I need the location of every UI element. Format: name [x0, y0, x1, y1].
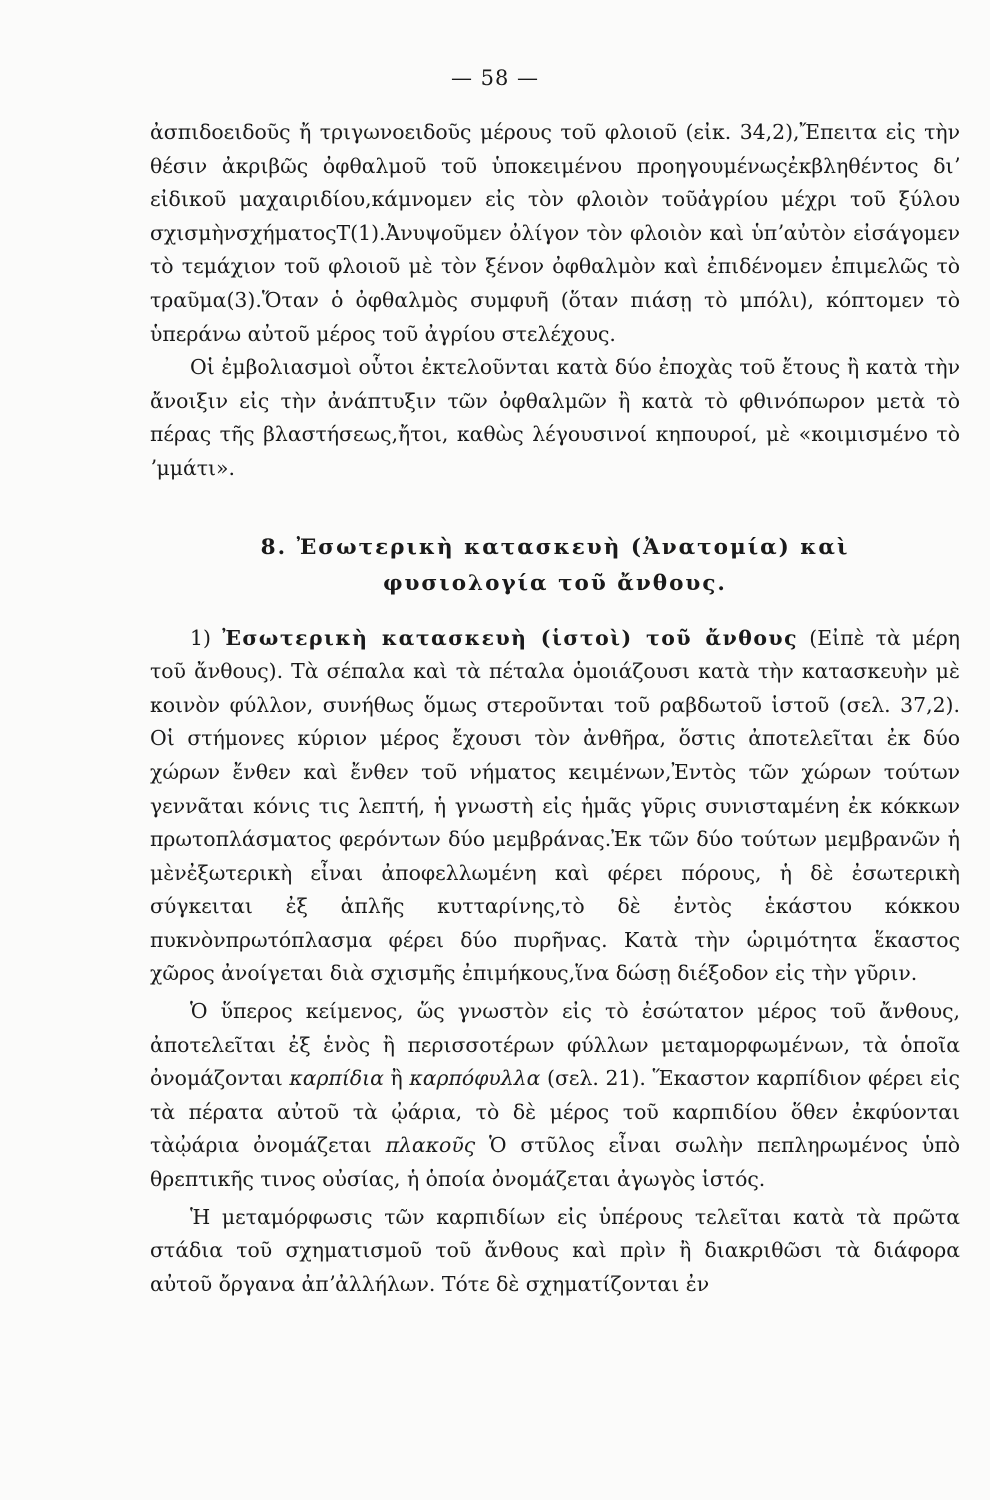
paragraph-grafting-seasons: Οἱ ἐμβολιασμοὶ οὗτοι ἐκτελοῦνται κατὰ δύο ἐποχὰς τοῦ ἔτους ἢ κατὰ τὴν ἄνοιξιν εἰς τὴν ἀνάπτυξιν τῶν ὀφθαλμῶν ἢ κατὰ τὸ φθινόπωρον μετὰ τὸ πέρας τῆς βλαστήσεως,ἤτοι, καθὼς λέγουσινοί κηπουροί, μὲ «κοιμισμένο τὸ ʼμμάτι».: [150, 355, 960, 480]
subsection-number: 1): [190, 625, 211, 650]
section-heading: [150, 530, 960, 602]
subsection-title: Ἐσωτερικὴ κατασκευὴ (ἱστοὶ) τοῦ ἄνθους: [222, 625, 798, 650]
paragraph-pistil-text-d: Ὁ στῦλος εἶναι σωλὴν πεπληρωμένος ὑπὸ θρεπτικῆς τινος οὐσίας, ἡ ὁποία ὀνομάζεται ἀγωγὸς ἱστός.: [150, 1133, 961, 1192]
paragraph-pistil: [150, 995, 960, 1197]
paragraph-grafting-procedure: ἀσπιδοειδοῦς ἤ τριγωνοειδοῦς μέρους τοῦ φλοιοῦ (εἰκ. 34,2),Ἔπειτα εἰς τὴν θέσιν ἀκριβῶς ὀφθαλμοῦ τοῦ ὑποκειμένου προηγουμένωςἐκβληθέντος διʼ εἰδικοῦ μαχαιριδίου,κάμνομεν εἰς τὸν φλοιὸν τοῦἀγρίου μέχρι τοῦ ξύλου σχισμὴνσχήματοςΤ(1).Ἀνυψοῦμεν ὀλίγον τὸν φλοιὸν καὶ ὑπʼαὐτὸν εἰσάγομεν τὸ τεμάχιον τοῦ φλοιοῦ μὲ τὸν ξένον ὀφθαλμὸν καὶ ἐπιδένομεν ἐπιμελῶς τὸ τραῦμα(3).Ὅταν ὁ ὀφθαλμὸς συμφυῆ (ὅταν πιάσῃ τὸ μπόλι), κόπτομεν τὸ ὑπεράνω αὐτοῦ μέρος τοῦ ἀγρίου στελέχους.: [150, 120, 960, 346]
paragraph-internal-structure: [150, 622, 960, 992]
paragraph-pistil-text-c: (σελ. 21). Ἕκαστον καρπίδιον φέρει εἰς τὰ πέρατα αὐτοῦ τὰ ᾠάρια, τὸ δὲ μέρος τοῦ καρπιδίου ὅθεν ἐκφύονται τὰᾠάρια ὀνομάζεται: [150, 1066, 960, 1158]
page-body: [150, 116, 960, 1301]
section-number: 8.: [260, 534, 288, 560]
paragraph-metamorphosis: Ἡ μεταμόρφωσις τῶν καρπιδίων εἰς ὑπέρους τελεῖται κατὰ τὰ πρῶτα στάδια τοῦ σχηματισμοῦ τοῦ ἄνθους καὶ πρὶν ἢ διακριθῶσι τὰ διάφορα αὐτοῦ ὄργανα ἀπʼἀλλήλων. Τότε δὲ σχηματίζονται ἐν: [150, 1204, 960, 1296]
paragraph-pistil-text-a: Ὁ ὕπερος κείμενος, ὥς γνωστὸν εἰς τὸ ἐσώτατον μέρος τοῦ ἄνθους, ἀποτελεῖται ἐξ ἑνὸς ἢ περισσοτέρων φύλλων μεταμορφωμένων, τὰ ὁποῖα ὀνομάζονται: [150, 999, 960, 1091]
section-title-line2: φυσιολογία τοῦ ἄνθους.: [383, 570, 727, 596]
term-karpofylla: καρπόφυλλα: [409, 1066, 541, 1091]
paragraph-internal-structure-text: (Εἰπὲ τὰ μέρη τοῦ ἄνθους). Τὰ σέπαλα καὶ τὰ πέταλα ὁμοιάζουσι κατὰ τὴν κατασκευὴν μὲ κοινὸν φύλλον, συνήθως ὅμως στεροῦνται τοῦ ραβδωτοῦ ἱστοῦ (σελ. 37,2). Οἱ στήμονες κύριον μέρος ἔχουσι τὸν ἀνθῆρα, ὅστις ἀποτελεῖται ἐκ δύο χώρων ἔνθεν καὶ ἔνθεν τοῦ νήματος κειμένων,Ἐντὸς τῶν χώρων τούτων γεννᾶται κόνις τις λεπτή, ἡ γνωστὴ εἰς ἡμᾶς γῦρις συνισταμένη ἐκ κόκκων πρωτοπλάσματος φερόντων δύο μεμβράνας.Ἐκ τῶν δύο τούτων μεμβρανῶν ἡ μὲνἐξωτερικὴ εἶναι ἀποφελλωμένη καὶ φέρει πόρους, ἡ δὲ ἐσωτερικὴ σύγκειται ἐξ ἁπλῆς κυτταρίνης,τὸ δὲ ἐντὸς ἑκάστου κόκκου πυκνὸνπρωτόπλασμα φέρει δύο πυρῆνας. Κατὰ τὴν ὡριμότητα ἕκαστος χῶρος ἀνοίγεται διὰ σχισμῆς ἐπιμήκους,ἵνα δώσῃ διέξοδον εἰς τὴν γῦριν.: [150, 625, 960, 986]
page-number: — 58 —: [450, 66, 540, 90]
section-title-line1: Ἐσωτερικὴ κατασκευὴ (Ἀνατομία) καὶ: [296, 534, 850, 560]
paragraph-pistil-text-b: ἢ: [383, 1066, 410, 1091]
section-heading-line1: [150, 530, 960, 566]
term-plakous: πλακοῦς: [385, 1133, 476, 1158]
term-karpidia: καρπίδια: [289, 1066, 384, 1091]
